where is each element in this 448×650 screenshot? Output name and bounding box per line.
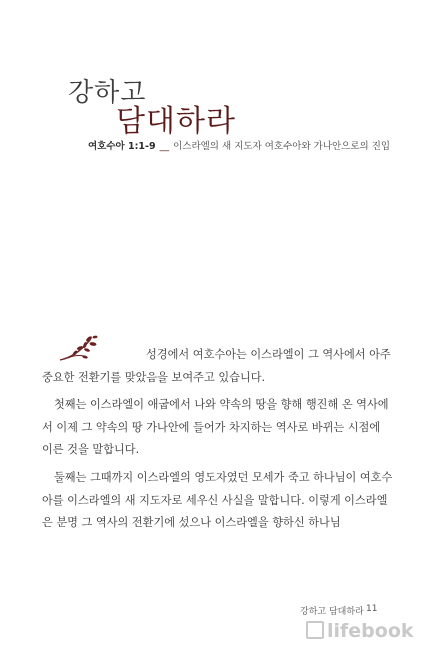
chapter-title-line2: 담대하라 [116,104,236,139]
running-title: 강하고 담대하라 [300,607,364,617]
body-text [42,344,394,540]
chapter-title-line1: 강하고 [68,78,147,108]
book-icon [306,621,324,639]
scripture-reference [88,138,390,152]
watermark [306,620,414,642]
watermark-text: lifebook [327,620,414,642]
verse-reference: 여호수아 1:1-9 [88,141,156,152]
paragraph-3: 둘째는 그때까지 이스라엘의 영도자였던 모세가 죽고 하나님이 여호수아를 이스라엘의 새 지도자로 세우신 사실을 말합니다. 이렇게 이스라엘은 분명 그 역사의 전환기에 섰으나 이스라엘을 향하신 하나님 [42,470,393,530]
paragraph-1: 성경에서 여호수아는 이스라엘이 그 역사에서 아주 중요한 전환기를 맞았음을 보여주고 있습니다. [42,348,391,384]
page-number: 11 [366,604,378,614]
chapter-subtitle: 이스라엘의 새 지도자 여호수아와 가나안으로의 진입 [173,141,391,152]
paragraph-2: 첫째는 이스라엘이 애굽에서 나와 약속의 땅을 향해 행진해 온 역사에서 이제 그 약속의 땅 가나안에 들어가 차지하는 역사로 바뀌는 시점에 이른 것을 말합니다. [42,398,389,457]
dash-separator: __ [159,141,170,152]
